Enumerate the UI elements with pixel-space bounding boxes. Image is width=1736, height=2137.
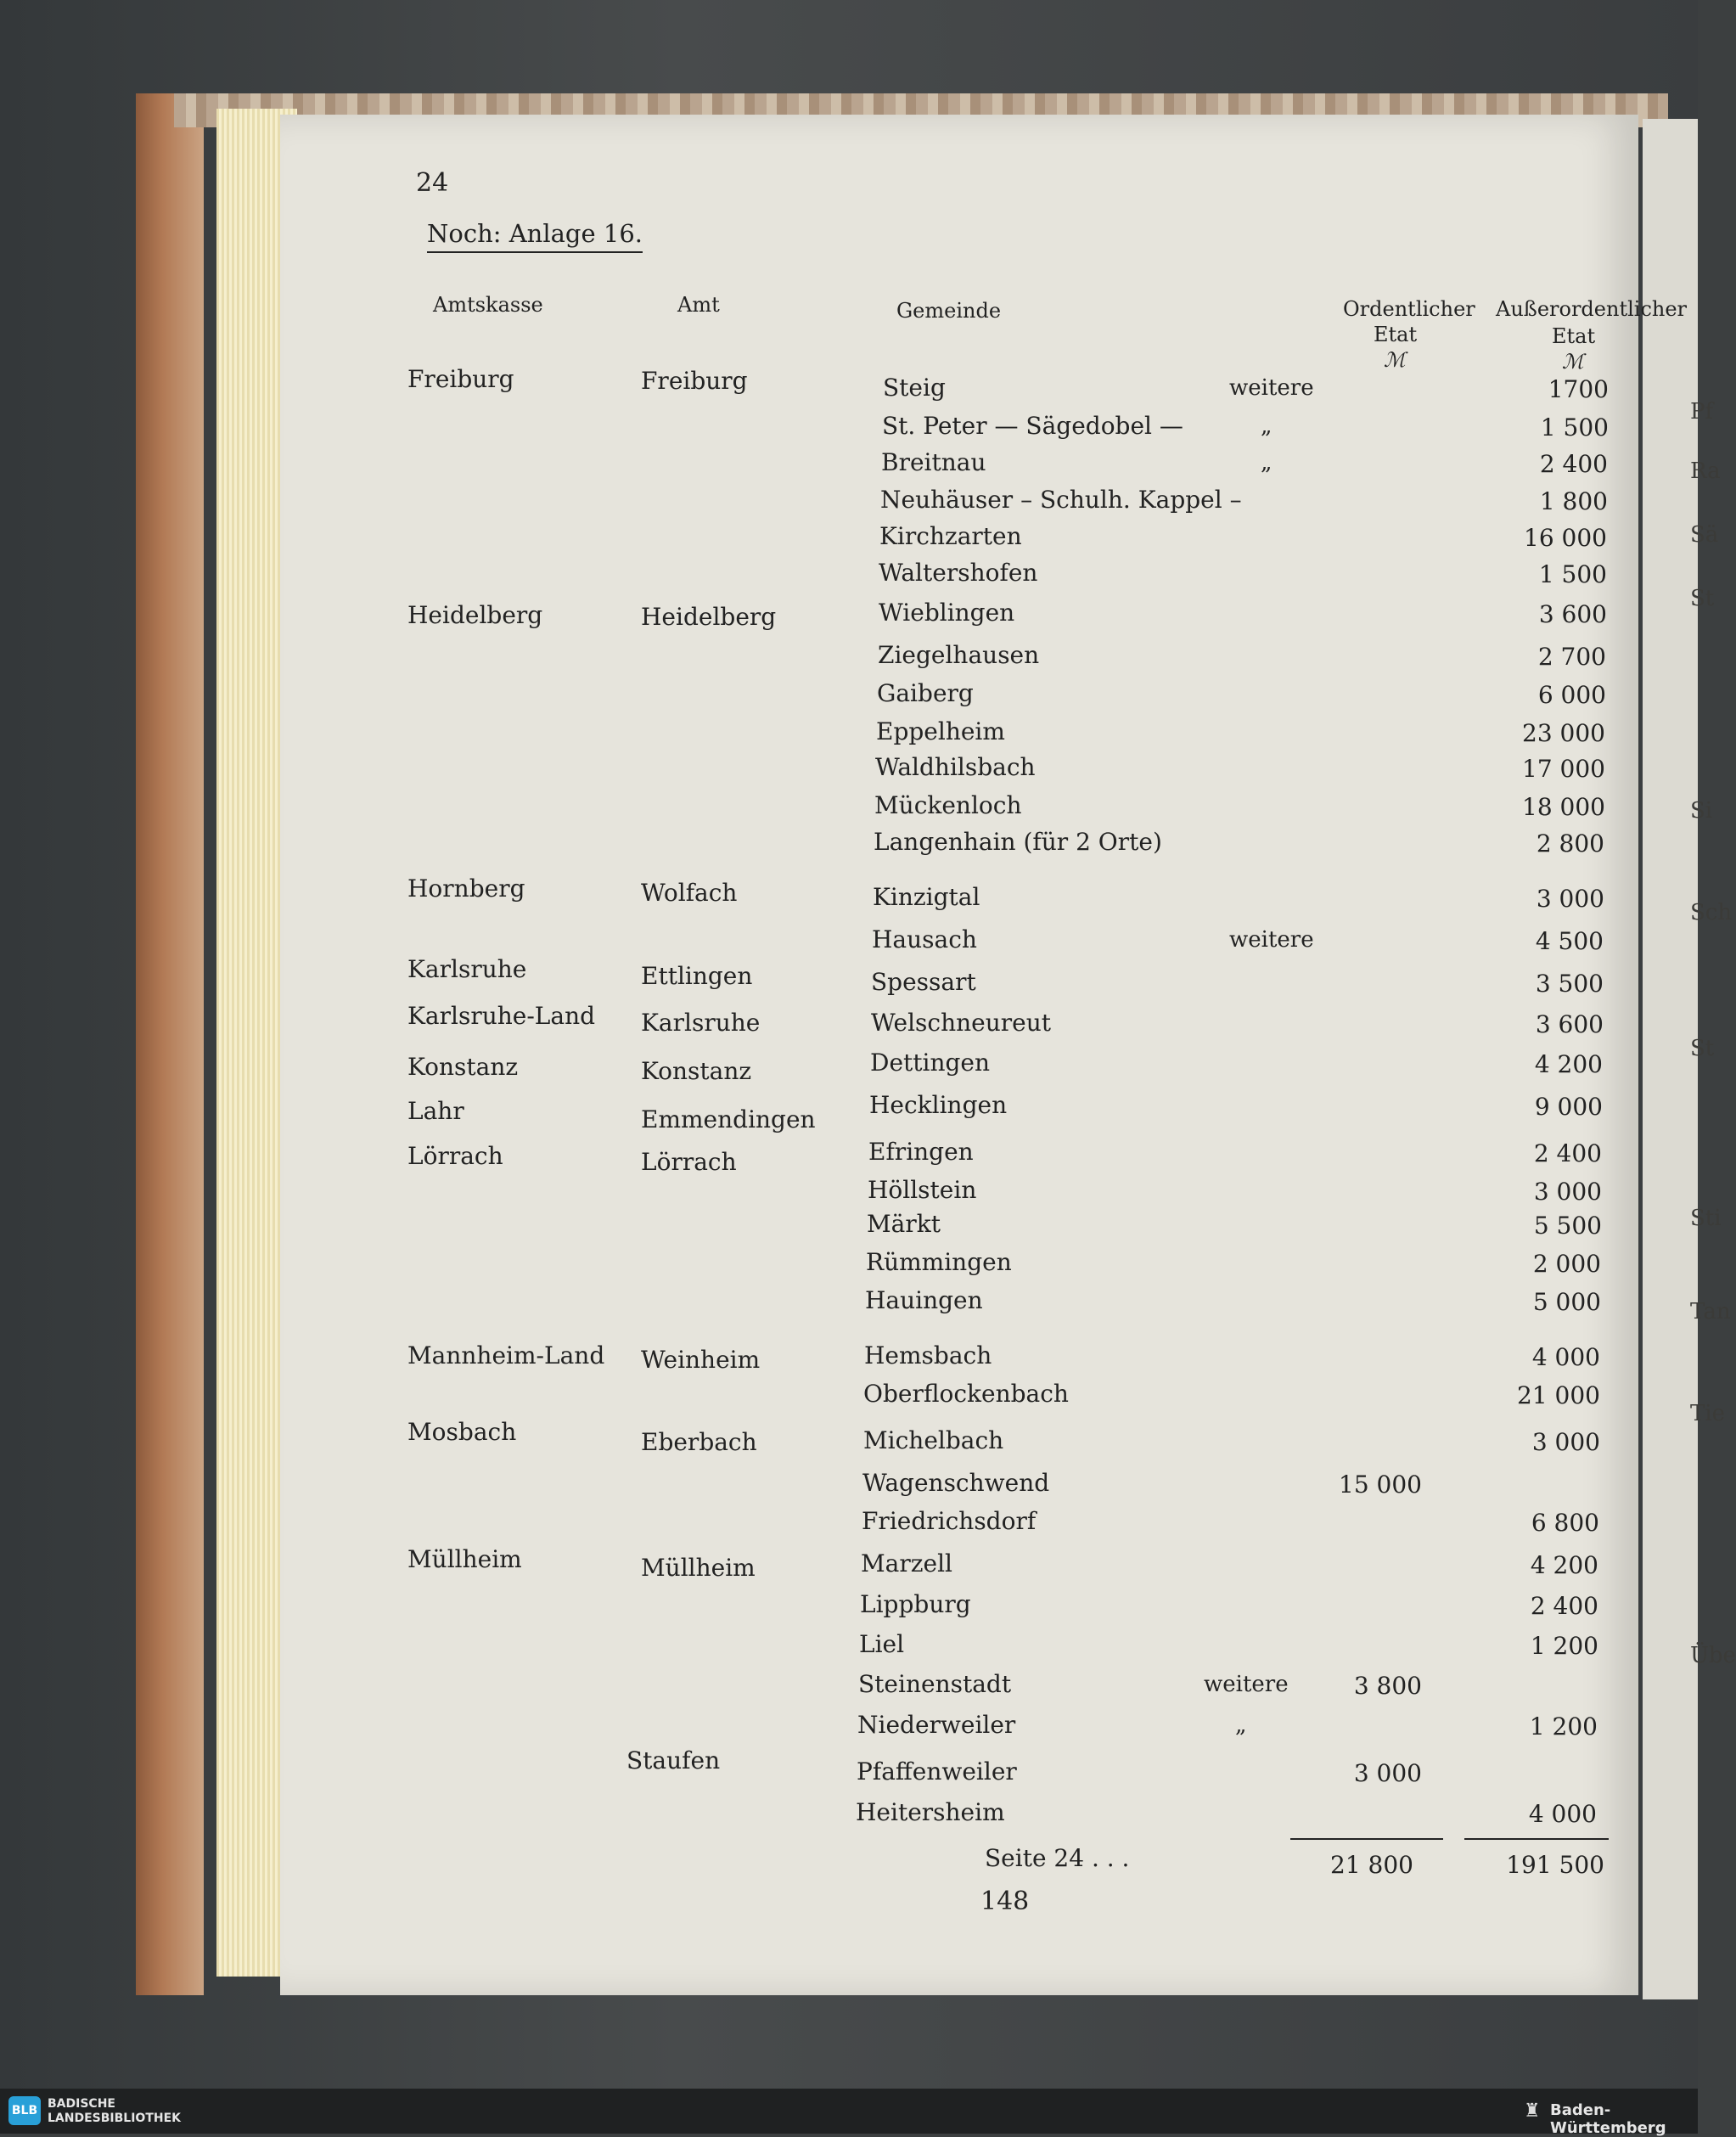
bw-label[interactable]: Baden-Württemberg (1550, 2101, 1666, 2137)
cell-gemeinde: Hauingen (865, 1286, 983, 1314)
cell-gemeinde: Wagenschwend (862, 1469, 1050, 1497)
cell-gemeinde: Eppelheim (876, 717, 1005, 745)
cell-amtskasse: Mosbach (407, 1418, 517, 1446)
cell-gemeinde: Heitersheim (856, 1798, 1005, 1826)
cell-gemeinde: Kinzigtal (873, 883, 980, 911)
cell-amt: Konstanz (641, 1057, 752, 1085)
blb-logo[interactable]: BLB (8, 2096, 41, 2125)
cell-gemeinde: Oberflockenbach (863, 1380, 1069, 1408)
cell-aus-etat: 1 200 (1529, 1712, 1598, 1741)
cell-amtskasse: Konstanz (407, 1053, 519, 1081)
cell-gemeinde: Steig (883, 374, 946, 402)
cell-amt: Ettlingen (641, 962, 753, 990)
sum-label: Seite 24 . . . (985, 1844, 1130, 1872)
facing-page-letter: Sch (1690, 900, 1733, 925)
cell-amtskasse: Freiburg (407, 365, 514, 393)
cell-aus-etat: 3 600 (1538, 600, 1607, 628)
cell-gemeinde: Lippburg (860, 1590, 971, 1618)
cell-amt: Eberbach (641, 1428, 757, 1456)
cell-amt: Staufen (626, 1746, 721, 1774)
cell-amt: Müllheim (641, 1554, 756, 1582)
facing-page-letter: Si (1690, 798, 1713, 824)
cell-amtskasse: Müllheim (407, 1545, 522, 1573)
cell-gemeinde: Breitnau (881, 448, 986, 476)
blb-name-line1: BADISCHE (48, 2097, 115, 2111)
cell-aus-etat: 1 800 (1539, 487, 1608, 515)
cell-amt: Freiburg (641, 367, 748, 395)
cell-aus-etat: 18 000 (1522, 793, 1605, 821)
cell-amtskasse: Heidelberg (407, 601, 543, 629)
footer-bar (0, 2089, 1698, 2137)
cell-amt: Weinheim (641, 1346, 761, 1374)
cell-amt: Wolfach (641, 879, 738, 907)
cell-aus-etat: 9 000 (1534, 1093, 1603, 1121)
cell-ord-etat: 15 000 (1339, 1471, 1422, 1499)
cell-gemeinde: Hecklingen (869, 1091, 1008, 1119)
cell-aus-etat: 4 000 (1531, 1343, 1600, 1371)
cell-note: „ (1261, 413, 1273, 439)
cell-aus-etat: 4 200 (1534, 1050, 1603, 1078)
facing-page-letter: Ra (1690, 458, 1721, 484)
cell-gemeinde: St. Peter — Sägedobel — (882, 412, 1183, 440)
cell-gemeinde: Liel (859, 1630, 905, 1658)
cell-aus-etat: 4 200 (1530, 1551, 1598, 1579)
page-number: 24 (416, 168, 449, 198)
coat-of-arms-icon: ♜ (1524, 2100, 1541, 2122)
cell-aus-etat: 2 400 (1533, 1139, 1602, 1167)
sum-ord: 21 800 (1330, 1851, 1413, 1879)
cell-gemeinde: Dettingen (870, 1049, 991, 1077)
cell-aus-etat: 6 800 (1531, 1509, 1599, 1537)
cell-gemeinde: Ziegelhausen (878, 641, 1040, 669)
cell-gemeinde: Mückenloch (874, 791, 1022, 819)
facing-page-letter: Sti (1690, 1206, 1722, 1231)
cell-note: „ (1235, 1712, 1247, 1738)
cell-gemeinde: Efringen (868, 1138, 974, 1166)
cell-note: „ (1261, 450, 1273, 475)
cell-gemeinde: Steinenstadt (858, 1670, 1012, 1698)
cell-gemeinde: Neuhäuser – Schulh. Kappel – (880, 486, 1242, 514)
cell-gemeinde: Märkt (867, 1210, 941, 1238)
cell-aus-etat: 5 000 (1532, 1288, 1601, 1316)
cell-gemeinde: Marzell (861, 1549, 952, 1577)
cell-gemeinde: Waltershofen (879, 559, 1038, 587)
cell-aus-etat: 16 000 (1524, 524, 1607, 552)
header-aus-unit: ℳ (1562, 350, 1584, 374)
cell-aus-etat: 3 000 (1536, 885, 1604, 913)
cell-aus-etat: 2 000 (1532, 1250, 1601, 1278)
cell-aus-etat: 3 000 (1533, 1178, 1602, 1206)
cell-aus-etat: 1700 (1548, 375, 1609, 403)
cell-note: weitere (1229, 927, 1314, 953)
facing-page-letter: Tie (1690, 1401, 1726, 1426)
cell-gemeinde: Niederweiler (857, 1711, 1016, 1739)
cell-aus-etat: 1 200 (1530, 1632, 1598, 1660)
cell-aus-etat: 2 400 (1539, 450, 1608, 478)
cell-ord-etat: 3 000 (1353, 1759, 1422, 1787)
header-ord-line2: Etat (1374, 323, 1418, 346)
book-cover-edge (136, 93, 204, 1995)
blb-name[interactable] (48, 2097, 181, 2126)
cell-aus-etat: 4 500 (1535, 927, 1604, 955)
cell-amtskasse: Lörrach (407, 1142, 503, 1170)
cell-aus-etat: 3 000 (1531, 1428, 1600, 1456)
cell-aus-etat: 23 000 (1522, 719, 1605, 747)
facing-page (1643, 119, 1736, 1999)
facing-page-letter: St (1690, 1036, 1715, 1061)
cell-gemeinde: Waldhilsbach (875, 753, 1036, 781)
cell-amtskasse: Karlsruhe-Land (407, 1002, 596, 1030)
cell-amtskasse: Karlsruhe (407, 955, 527, 983)
cell-gemeinde: Kirchzarten (879, 522, 1022, 550)
cell-gemeinde: Michelbach (863, 1426, 1004, 1454)
header-aus-line1: Außerordentlicher (1496, 297, 1688, 321)
cell-note: weitere (1204, 1672, 1289, 1697)
cell-gemeinde: Welschneureut (871, 1009, 1051, 1037)
cell-ord-etat: 3 800 (1353, 1672, 1422, 1700)
cell-amt: Karlsruhe (641, 1009, 761, 1037)
cell-aus-etat: 2 800 (1536, 829, 1604, 858)
cell-aus-etat: 2 700 (1537, 643, 1606, 671)
cell-aus-etat: 3 600 (1535, 1010, 1604, 1038)
cell-aus-etat: 4 000 (1528, 1800, 1597, 1828)
cell-gemeinde: Friedrichsdorf (862, 1507, 1037, 1535)
cell-aus-etat: 3 500 (1535, 970, 1604, 998)
cell-aus-etat: 17 000 (1522, 755, 1605, 783)
cell-aus-etat: 21 000 (1517, 1381, 1600, 1409)
sum-aus: 191 500 (1506, 1851, 1604, 1879)
cell-gemeinde: Spessart (871, 968, 976, 996)
header-ord-unit: ℳ (1384, 348, 1406, 372)
facing-page-letter: Pf (1690, 399, 1714, 425)
header-gemeinde: Gemeinde (896, 299, 1002, 323)
cell-aus-etat: 6 000 (1537, 681, 1606, 709)
cell-amt: Emmendingen (641, 1105, 816, 1133)
header-aus-line2: Etat (1552, 324, 1596, 348)
cell-amt: Heidelberg (641, 603, 777, 631)
cell-gemeinde: Langenhain (für 2 Orte) (874, 828, 1162, 856)
facing-page-letter: Übe (1690, 1643, 1736, 1668)
sum-rule-aus (1464, 1838, 1609, 1840)
cell-gemeinde: Rümmingen (866, 1248, 1012, 1276)
cell-gemeinde: Hemsbach (864, 1341, 992, 1369)
cell-amt: Lörrach (641, 1148, 737, 1176)
cell-amtskasse: Lahr (407, 1097, 464, 1125)
facing-page-letter: Tan (1690, 1299, 1731, 1324)
cell-aus-etat: 1 500 (1540, 413, 1609, 441)
cell-gemeinde: Pfaffenweiler (857, 1757, 1017, 1786)
cell-aus-etat: 2 400 (1530, 1592, 1598, 1620)
cell-gemeinde: Hausach (872, 925, 977, 953)
section-title: Noch: Anlage 16. (427, 219, 643, 253)
cell-note: weitere (1229, 375, 1314, 401)
cell-gemeinde: Wieblingen (879, 599, 1015, 627)
blb-name-line2: LANDESBIBLIOTHEK (48, 2112, 182, 2125)
facing-page-letter: Sä (1690, 522, 1719, 548)
header-ord-line1: Ordentlicher (1343, 297, 1475, 321)
header-amtskasse: Amtskasse (433, 293, 543, 317)
cell-gemeinde: Höllstein (868, 1176, 977, 1204)
cell-aus-etat: 1 500 (1538, 560, 1607, 588)
cell-gemeinde: Gaiberg (877, 679, 974, 707)
cell-amtskasse: Hornberg (407, 874, 525, 903)
cell-amtskasse: Mannheim-Land (407, 1341, 605, 1369)
cell-aus-etat: 5 500 (1533, 1212, 1602, 1240)
sum-rule-ord (1290, 1838, 1443, 1840)
header-amt: Amt (677, 293, 720, 317)
facing-page-letter: St (1690, 586, 1715, 611)
footer-page-number: 148 (980, 1887, 1030, 1916)
